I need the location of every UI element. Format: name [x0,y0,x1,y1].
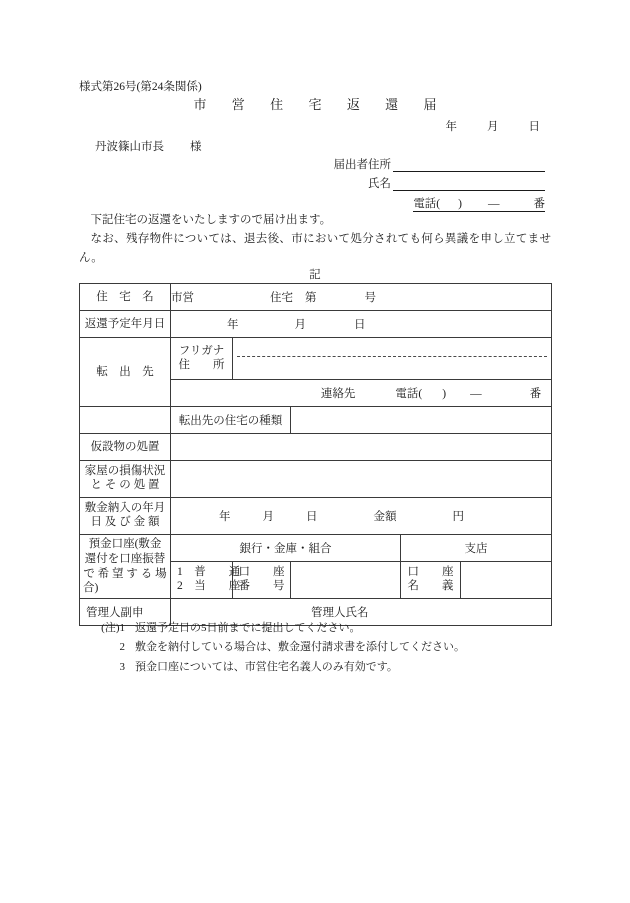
declarant-address-row [0,158,545,172]
destination-address-value[interactable] [233,357,552,380]
destination-tel-label: 電話( [395,388,423,400]
bank-account-holder-label-line1: 口 座 [407,566,454,579]
housing-name-value[interactable] [171,284,552,311]
bank-account-label-line2: 還付を口座振替 [84,552,166,565]
declarant-tel-suffix: 番 [533,198,545,210]
declarant-tel-dash: — [488,198,500,210]
body-paragraph-2: なお、残存物件については、退去後、市において処分されても何ら異議を申し立てません。 [79,233,551,264]
declarant-tel-paren-close: ) [458,198,462,210]
deposit-day: 日 [306,511,318,523]
destination-housing-type-value[interactable] [291,407,552,434]
destination-tel-suffix: 番 [529,388,542,400]
deposit-year: 年 [219,511,231,523]
table-row-deposit [80,498,552,535]
bank-name-field[interactable] [171,535,401,562]
manager-label: 管理人副申 [80,599,171,626]
return-date-value[interactable] [171,311,552,338]
bank-account-holder-label-line2: 名 義 [407,580,454,592]
deposit-currency: 円 [452,511,464,523]
date-month-label: 月 [487,121,499,133]
damage-label [80,461,171,498]
date-year-label: 年 [445,121,457,133]
note-text-3: 預金口座については、市営住宅名義人のみ有効です。 [135,660,398,673]
note-item [79,638,559,657]
note-marker-1: (注)1 [101,622,125,634]
destination-tel-dash: — [470,388,482,400]
table-row-housing-name [80,284,552,311]
housing-name-suffix-3: 号 [364,292,376,304]
bank-account-label-line3: で 希 望 す る 場 [83,567,167,580]
housing-name-suffix-2: 第 [305,292,317,304]
table-row-temporary-structure [80,434,552,461]
bank-account-holder-label [401,562,461,599]
addressee [95,138,202,154]
destination-label-spacer [80,407,171,434]
document-title: 市 営 住 宅 返 還 届 [193,97,448,112]
bank-account-number-value[interactable] [291,562,401,599]
return-date-month: 月 [294,319,306,331]
bank-account-number-label-line2: 番 号 [238,580,285,592]
bank-account-label-line4: 合) [83,582,99,595]
table-row-return-date [80,311,552,338]
bank-name-header: 銀行・金庫・組合 [239,543,332,555]
damage-value[interactable] [171,461,552,498]
bank-account-number-label-line1: 口 座 [238,566,285,579]
form-table [79,283,552,626]
declarant-address-field[interactable] [393,158,545,172]
deposit-value[interactable] [171,498,552,535]
destination-furigana-address-label [171,338,233,380]
declarant-name-row [0,177,545,191]
note-item [79,658,559,677]
form-code: 様式第26号(第24条関係) [79,81,202,93]
deposit-month: 月 [262,511,274,523]
bank-branch-header: 支店 [464,543,488,555]
return-date-label: 返還予定年月日 [80,311,171,338]
destination-contact-value[interactable] [171,380,552,407]
bank-account-holder-value[interactable] [461,562,552,599]
declarant-tel-row [0,195,545,212]
deposit-label-line1: 敷金納入の年月 [84,502,166,515]
damage-label-line1: 家屋の損傷状況 [84,465,166,478]
table-row-damage [80,461,552,498]
declarant-name-label: 氏名 [368,178,391,191]
housing-name-suffix-1: 住宅 [270,292,293,304]
destination-housing-type-label: 転出先の住宅の種類 [171,407,291,434]
bank-account-label-line1: 預金口座(敷金 [88,538,162,551]
bank-account-type-option-1: 1 普 通 [177,566,241,579]
date-line [0,118,540,134]
bank-account-label [80,535,171,599]
temporary-structure-value[interactable] [171,434,552,461]
destination-label: 転 出 先 [80,338,171,407]
return-date-year: 年 [227,319,239,331]
note-text-2: 敷金を納付している場合は、敷金還付請求書を添付してください。 [135,641,465,654]
note-marker-3: 3 [119,660,125,673]
destination-furigana-label: フリガナ [178,344,225,357]
notes-section [79,619,559,677]
note-text-1: 返還予定日の5日前までに提出してください。 [135,622,361,634]
manager-name-label: 管理人氏名 [311,607,369,619]
table-row-bank-header [80,535,552,562]
housing-name-label: 住 宅 名 [80,284,171,311]
bank-account-type-options[interactable] [171,562,241,599]
deposit-amount-label: 金額 [373,511,397,523]
declarant-address-label: 届出者住所 [333,159,391,172]
bank-branch-field[interactable] [401,535,552,562]
declarant-tel-label: 電話( [413,198,441,210]
note-item [79,619,559,638]
declarant-name-field[interactable] [393,177,545,191]
table-row-destination-address [80,338,552,358]
bank-account-number-label [233,562,291,599]
destination-address-label: 住 所 [178,358,225,371]
addressee-name: 丹波篠山市長 [95,141,164,153]
destination-contact-label: 連絡先 [320,388,356,400]
table-row-destination-housing-type [80,407,552,434]
body-paragraph-1: 下記住宅の返還をいたしますので届け出ます。 [90,214,332,226]
return-date-day: 日 [354,319,366,331]
destination-furigana-value[interactable] [233,338,552,358]
damage-label-line2: と そ の 処 置 [90,479,160,491]
housing-name-prefix: 市営 [171,292,194,304]
bank-account-type-option-2: 2 当 座 [177,580,241,592]
date-day-label: 日 [528,121,540,133]
deposit-label [80,498,171,535]
note-marker-2: 2 [119,641,125,654]
destination-tel-paren-close: ) [442,388,447,400]
deposit-label-line2: 日 及 び 金 額 [90,516,160,528]
declarant-tel-field[interactable] [413,195,545,212]
temporary-structure-label: 仮設物の処置 [80,434,171,461]
addressee-honorific: 様 [190,141,202,153]
ki-mark: 記 [309,269,321,281]
